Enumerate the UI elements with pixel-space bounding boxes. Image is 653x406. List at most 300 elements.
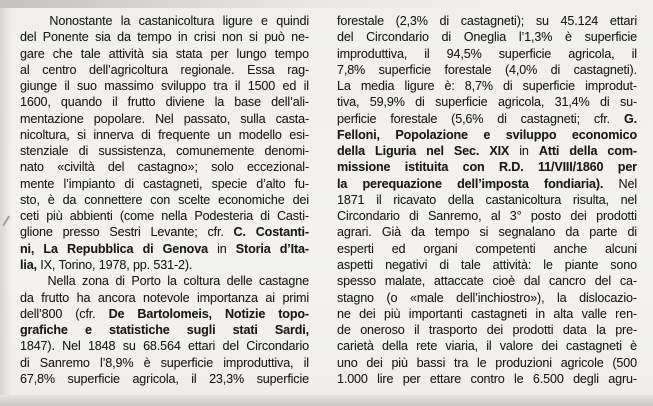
word: Porto — [131, 274, 161, 289]
word: si — [248, 30, 258, 45]
word: attività: — [492, 257, 532, 272]
text-line — [337, 306, 637, 322]
word: glione — [20, 225, 53, 240]
word: 67,8% — [20, 371, 55, 386]
text-line — [337, 78, 637, 94]
word: le — [477, 355, 487, 370]
word: R.D. — [498, 160, 524, 175]
text-line — [20, 322, 309, 338]
word: per — [402, 371, 421, 386]
word: diviene — [165, 95, 205, 110]
word: produzioni — [495, 355, 552, 370]
word: giunge — [20, 79, 57, 94]
word: le — [514, 371, 524, 386]
word: dei — [366, 355, 383, 370]
word: del — [107, 160, 125, 175]
text-line — [337, 338, 637, 354]
word: rag- — [287, 62, 309, 77]
word: improdut- — [585, 79, 637, 94]
word: modello — [238, 127, 282, 142]
word: castagneti); — [460, 14, 525, 28]
word: superficie — [378, 62, 432, 77]
word: il — [64, 79, 70, 94]
text-line — [337, 94, 637, 110]
word: stenziale — [20, 144, 69, 159]
word: Circondario — [337, 209, 400, 224]
word: Oneglia — [463, 30, 507, 45]
text-line — [20, 338, 309, 354]
page-top-edge-shadow — [0, 0, 653, 8]
word: della — [447, 192, 474, 207]
text-line — [337, 241, 637, 257]
word: Nonostante — [49, 14, 113, 28]
word: cfr. — [593, 111, 611, 126]
word: regionale. — [180, 62, 235, 77]
word: «civiltà — [57, 160, 95, 175]
word: (2,3% — [395, 14, 428, 28]
word: il — [112, 95, 118, 110]
word: Sec. — [453, 144, 480, 159]
word: superficie — [435, 95, 488, 110]
word: tra — [454, 355, 469, 370]
word: Già — [381, 225, 401, 240]
word: perequazione — [362, 176, 442, 191]
word: denomi- — [264, 144, 309, 159]
word: di — [497, 111, 507, 126]
word: sono — [610, 257, 637, 272]
word: missione — [337, 160, 391, 175]
word: coltura — [183, 274, 221, 289]
text-line — [337, 224, 637, 240]
word: ricavato — [393, 192, 437, 207]
word: ni, — [20, 241, 35, 256]
word: 1847). — [20, 339, 55, 354]
word: popolare. — [93, 111, 145, 126]
word: di — [115, 274, 125, 289]
word: carietà — [337, 339, 374, 354]
word: da — [565, 225, 580, 240]
word: base — [234, 95, 261, 110]
word: tale — [80, 46, 101, 61]
word: sia — [152, 46, 168, 61]
word: Sanremo, — [428, 209, 482, 224]
word: 3° — [509, 209, 522, 224]
word: forestale — [444, 62, 492, 77]
word: (500 — [612, 355, 637, 370]
word: e — [84, 323, 92, 338]
word: sulla — [240, 111, 266, 126]
word: Sestri — [109, 225, 141, 240]
word: Popolazione — [395, 127, 468, 142]
word: alta — [553, 306, 574, 321]
word: del — [594, 274, 612, 289]
word: De — [108, 306, 125, 321]
word: frutto — [41, 290, 70, 305]
text-line — [20, 257, 309, 273]
word: Nel — [618, 176, 637, 191]
word: castanicoltura — [485, 192, 562, 207]
text-column-left — [20, 13, 309, 387]
word: della — [337, 144, 365, 159]
word: di — [550, 62, 561, 77]
word: parte — [589, 225, 618, 240]
word: dell’imposta — [457, 176, 529, 191]
word: lungo — [236, 46, 267, 61]
word: agricole — [560, 355, 604, 370]
word: sugli — [186, 323, 216, 338]
word: castagneti, — [143, 176, 203, 191]
word: si — [479, 225, 489, 240]
word: forestale — [390, 111, 438, 126]
word: primi — [282, 290, 309, 305]
word: «male — [409, 290, 444, 305]
word: frutto — [127, 95, 156, 110]
word: la — [337, 176, 348, 191]
word: il — [303, 79, 309, 94]
word: di — [124, 176, 134, 191]
word: Circondario — [246, 339, 309, 354]
text-line — [20, 273, 309, 289]
text-line — [337, 290, 637, 306]
word: C. — [233, 225, 246, 240]
word: (come — [119, 209, 155, 224]
word: Levante; — [150, 225, 198, 240]
word: viaria, — [445, 339, 478, 354]
word: ne — [337, 306, 351, 321]
word: ligure — [222, 14, 253, 28]
word: di — [409, 209, 419, 224]
word: al — [20, 62, 30, 77]
word: di — [20, 355, 30, 370]
word: importanza — [197, 290, 258, 305]
text-line — [20, 94, 309, 110]
text-line — [337, 355, 637, 371]
text-line — [20, 159, 309, 175]
word: l’impianto — [63, 176, 116, 191]
word: nel — [620, 192, 637, 207]
word: agru- — [608, 371, 637, 386]
word: La — [43, 241, 58, 256]
word: centro — [42, 62, 77, 77]
word: 59,9% — [369, 95, 405, 110]
text-line — [20, 13, 309, 29]
word: posto — [530, 209, 561, 224]
word: di — [415, 95, 425, 110]
word: dell’agricoltura — [89, 62, 168, 77]
word: superficie — [67, 371, 120, 386]
word: può — [264, 30, 285, 45]
word: su — [535, 14, 549, 28]
word: 1500 — [247, 79, 276, 94]
word: 94,5% — [446, 46, 482, 61]
word: competenti — [475, 241, 536, 256]
word: attività — [108, 46, 144, 61]
word: dei — [570, 209, 587, 224]
word: stagno — [337, 290, 374, 305]
word: XIX — [489, 144, 510, 159]
word: (o — [386, 290, 398, 305]
text-line — [337, 143, 637, 159]
word: pre- — [615, 323, 637, 338]
word: zona — [82, 274, 109, 289]
word: cancro — [548, 274, 586, 289]
word: di — [260, 209, 270, 224]
word: economiche — [218, 192, 285, 207]
word: ceti — [20, 209, 39, 224]
word: La — [337, 79, 351, 94]
word: in — [217, 241, 227, 256]
word: 1871 — [337, 192, 365, 207]
word: agricola, — [568, 46, 615, 61]
word: comunemente — [176, 144, 255, 159]
word: fondiaria). — [544, 176, 604, 191]
word: lire — [377, 371, 394, 386]
text-line — [20, 208, 309, 224]
word: Repubblica — [67, 241, 134, 256]
word: il — [486, 339, 492, 354]
word: della — [381, 339, 408, 354]
word: la — [120, 14, 131, 28]
word: ed — [282, 79, 297, 94]
word: superficie — [584, 30, 637, 45]
word: castagneti — [565, 339, 622, 354]
word: su- — [619, 95, 637, 110]
word: ligure — [404, 79, 435, 94]
word: nella — [161, 209, 188, 224]
word: più — [46, 209, 63, 224]
text-line — [337, 208, 637, 224]
word: valore — [499, 339, 534, 354]
word: G. — [623, 111, 637, 126]
word: stata — [175, 46, 203, 61]
word: (cfr. — [75, 306, 96, 321]
word: nel — [426, 144, 444, 159]
word: dal — [523, 274, 541, 289]
word: Ponente — [42, 30, 89, 45]
word: (4,0% — [504, 62, 538, 77]
word: pp. — [132, 257, 150, 272]
word: dell’ali- — [271, 95, 309, 110]
word: degli — [573, 371, 599, 386]
text-column-right — [337, 13, 637, 387]
word: il — [235, 79, 241, 94]
word: su — [122, 339, 136, 354]
text-line — [337, 62, 637, 78]
word: presso — [62, 225, 100, 240]
word: superficie — [522, 79, 575, 94]
word: bassi — [416, 355, 446, 370]
word: 7,8% — [337, 62, 366, 77]
word: lia, — [20, 257, 37, 272]
text-line — [20, 46, 309, 62]
word: prodotti — [512, 323, 554, 338]
text-line — [337, 127, 637, 143]
word: valle — [581, 306, 607, 321]
word: topo- — [278, 306, 309, 321]
word: di — [78, 144, 89, 159]
text-line — [20, 111, 309, 127]
word: trasporto — [428, 323, 478, 338]
word: ai — [265, 290, 275, 305]
text-line — [337, 159, 637, 175]
word: suo — [77, 79, 97, 94]
word: nato — [20, 160, 44, 175]
text-line — [20, 29, 309, 45]
text-line — [20, 192, 309, 208]
word: d’alto — [256, 176, 286, 191]
word: tale — [460, 257, 481, 272]
word: di — [502, 79, 513, 94]
word: in — [519, 144, 529, 159]
page-bottom-edge-shadow — [0, 395, 653, 406]
text-line — [20, 62, 309, 78]
word: economico — [571, 127, 637, 142]
word: 11/VIII/1860 — [537, 160, 604, 175]
word: gare — [20, 46, 45, 61]
word: di — [142, 241, 154, 256]
word: Essa — [247, 62, 275, 77]
word: ettare — [429, 371, 462, 386]
word: Atti — [538, 144, 560, 159]
word: il — [424, 46, 430, 61]
word: Bartolomeis, — [137, 306, 212, 321]
word: contro — [470, 371, 505, 386]
word: castagne — [259, 274, 309, 289]
word: è — [47, 192, 55, 207]
word: segnalano — [498, 225, 556, 240]
word: 1848 — [87, 339, 116, 354]
word: del — [222, 339, 239, 354]
word: l’8,9% — [99, 355, 134, 370]
text-line — [20, 290, 309, 306]
word: notevole — [143, 290, 190, 305]
text-line — [337, 13, 637, 29]
word: de — [337, 323, 351, 338]
word: di — [441, 30, 452, 45]
text-line — [20, 78, 309, 94]
word: specie — [211, 176, 248, 191]
word: innerva — [93, 127, 134, 142]
word: risulta, — [572, 192, 609, 207]
word: mentazione — [20, 111, 84, 126]
word: ca- — [619, 274, 637, 289]
word: scelte — [178, 192, 211, 207]
word: cioè — [492, 274, 515, 289]
word: connettere — [84, 192, 143, 207]
text-line — [337, 192, 637, 208]
word: perficie — [337, 111, 377, 126]
text-line — [20, 241, 309, 257]
word: ettari — [188, 339, 216, 354]
word: nicoltura, — [20, 127, 70, 142]
word: com- — [607, 144, 637, 159]
word: improduttiva, — [337, 46, 408, 61]
word: castagneti — [471, 306, 527, 321]
word: è — [630, 339, 637, 354]
word: 1600, — [20, 95, 51, 110]
word: con — [150, 192, 171, 207]
word: di — [439, 14, 450, 28]
word: Casti- — [276, 209, 309, 224]
word: 23,3% — [209, 371, 245, 386]
word: Notizie — [224, 306, 266, 321]
word: passato, — [183, 111, 231, 126]
word: un — [217, 127, 232, 142]
word: castagno»; — [137, 160, 198, 175]
text-line — [337, 111, 637, 127]
text-line — [337, 176, 637, 192]
word: ne- — [291, 30, 309, 45]
word: esi- — [289, 127, 309, 142]
word: superficie — [160, 355, 214, 370]
word: dislocazio- — [579, 290, 637, 305]
word: agricola, — [132, 371, 179, 386]
word: del — [20, 30, 37, 45]
word: si — [77, 127, 86, 142]
word: più — [383, 306, 401, 321]
word: piante — [564, 257, 599, 272]
word: tempo — [274, 46, 309, 61]
text-line — [337, 322, 637, 338]
word: massimo — [104, 79, 154, 94]
word: abbienti — [69, 209, 113, 224]
word: dei — [359, 306, 376, 321]
word: da — [411, 225, 425, 240]
word: Liguria — [375, 144, 416, 159]
word: che — [52, 46, 73, 61]
word: alcuni — [604, 241, 637, 256]
word: Nel — [155, 111, 174, 126]
word: oneroso — [360, 323, 405, 338]
word: Genova — [162, 241, 208, 256]
word: Sanremo — [39, 355, 90, 370]
word: dei — [541, 339, 558, 354]
word: fu- — [294, 176, 309, 191]
word: la — [167, 274, 177, 289]
word: anche — [553, 241, 588, 256]
word: Sardi, — [274, 323, 309, 338]
word: l’1,3% — [518, 30, 553, 45]
word: aspetti — [337, 257, 374, 272]
word: sviluppo — [505, 127, 557, 142]
word: per — [210, 46, 229, 61]
word: 1978, — [98, 257, 130, 272]
word: spesso — [337, 274, 377, 289]
page-left-edge-shadow — [0, 8, 12, 395]
word: e — [483, 127, 491, 142]
word: d’Ita- — [279, 241, 309, 256]
word: importanti — [408, 306, 463, 321]
word: il — [414, 323, 420, 338]
word: Podesteria — [194, 209, 254, 224]
word: castagneti; — [520, 111, 580, 126]
text-line — [20, 224, 309, 240]
word: organi — [423, 241, 458, 256]
word: sia — [95, 30, 111, 45]
word: prodotti — [596, 209, 637, 224]
word: media — [360, 79, 395, 94]
word: quando — [60, 95, 103, 110]
word: crisi — [193, 30, 216, 45]
word: quindi — [276, 14, 309, 28]
word: statistiche — [108, 323, 170, 338]
word: del — [337, 30, 354, 45]
word: IX, — [40, 257, 56, 272]
word: da — [20, 290, 34, 305]
word: in — [535, 306, 545, 321]
word: di — [439, 257, 449, 272]
text-line — [20, 127, 309, 143]
